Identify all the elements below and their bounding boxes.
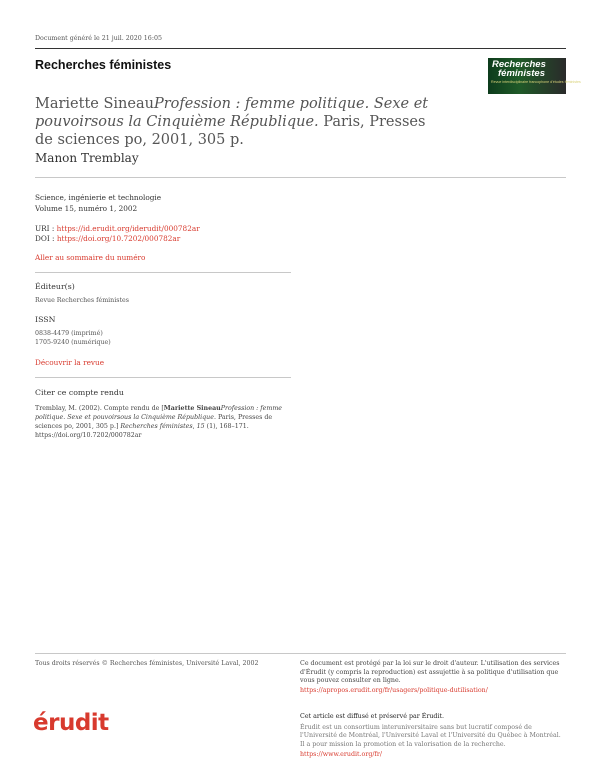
logo-tagline: Revue interdisciplinaire francophone d'études féministes xyxy=(491,80,581,84)
logo-word-feministes: féministes xyxy=(498,68,545,79)
header-divider xyxy=(35,48,566,49)
citation-part: . Paris, Presses de sciences po, 2001, 305 p.] xyxy=(35,414,273,430)
uri-link[interactable]: https://id.erudit.org/iderudit/000782ar xyxy=(56,224,200,233)
journal-name: Recherches féministes xyxy=(35,58,172,72)
publisher-divider xyxy=(35,377,291,378)
citation-text xyxy=(35,404,291,440)
identifiers xyxy=(35,224,200,244)
journal-logo xyxy=(488,58,581,94)
diffusion-notice xyxy=(300,713,566,760)
citation-reviewed-author: Mariette Sineau xyxy=(163,405,221,412)
doi-label: DOI : xyxy=(35,234,57,243)
policy-link[interactable]: https://apropos.erudit.org/fr/usagers/politique-dutilisation/ xyxy=(300,686,488,694)
citation-heading: Citer ce compte rendu xyxy=(35,388,124,397)
citation-part: , xyxy=(192,423,197,430)
logo-word-recherches: Recherches xyxy=(492,59,546,70)
erudit-logo: érudit xyxy=(33,710,109,736)
doi-link[interactable]: https://doi.org/10.7202/000782ar xyxy=(56,234,181,243)
author-divider xyxy=(35,177,566,178)
issn-digital: 1705-9240 (numérique) xyxy=(35,339,111,346)
discover-journal-link[interactable]: Découvrir la revue xyxy=(35,358,105,367)
footer-divider xyxy=(35,653,566,654)
rights-notice: Tous droits réservés © Recherches féministes, Université Laval, 2002 xyxy=(35,660,259,667)
publisher-heading: Éditeur(s) xyxy=(35,282,75,291)
issn-print: 0838-4479 (imprimé) xyxy=(35,330,103,337)
issue-summary-link[interactable]: Aller au sommaire du numéro xyxy=(35,253,146,262)
citation-part: (1), 168–171. https://doi.org/10.7202/000782ar xyxy=(35,423,249,439)
diffusion-heading: Cet article est diffusé et préservé par Érudit. xyxy=(300,713,444,720)
uri-label: URI : xyxy=(35,224,57,233)
issue-theme: Science, ingénierie et technologie xyxy=(35,193,162,202)
title-work: Profession : femme politique. Sexe et pouvoirsous la Cinquième République. xyxy=(35,96,429,130)
issue-volume: Volume 15, numéro 1, 2002 xyxy=(35,204,138,213)
publisher-name: Revue Recherches féministes xyxy=(35,297,129,304)
issue-info xyxy=(35,192,161,214)
citation-reviewed-title: Profession : femme politique. Sexe et pouvoirsous la Cinquième République xyxy=(35,405,283,421)
citation-volume: 15 xyxy=(196,423,205,430)
title-publication: Paris, Presses de sciences po, 2001, 305 p. xyxy=(35,114,426,148)
generation-date: Document généré le 21 juil. 2020 16:05 xyxy=(35,35,162,42)
erudit-link[interactable]: https://www.erudit.org/fr/ xyxy=(300,751,382,758)
issn-values xyxy=(35,329,111,347)
title-author: Mariette Sineau xyxy=(35,96,154,112)
citation-part: Tremblay, M. (2002). Compte rendu de [ xyxy=(35,405,164,412)
copyright-text: Ce document est protégé par la loi sur le droit d'auteur. L'utilisation des services d'Érudit (y compris la reproduction) est assujettie à sa politique d'utilisation que vous pouvez consulter en ligne. xyxy=(300,660,560,684)
article-title xyxy=(35,95,445,149)
summary-divider xyxy=(35,272,291,273)
citation-journal: Recherches féministes xyxy=(120,423,193,430)
diffusion-text: Érudit est un consortium interuniversitaire sans but lucratif composé de l'Université de Montréal, l'Université Laval et l'Université du Québec à Montréal. Il a pour mission la promotion et la valorisation de la recherche. xyxy=(300,723,561,748)
issn-heading: ISSN xyxy=(35,315,56,324)
copyright-notice xyxy=(300,660,566,695)
article-author: Manon Tremblay xyxy=(35,151,139,165)
